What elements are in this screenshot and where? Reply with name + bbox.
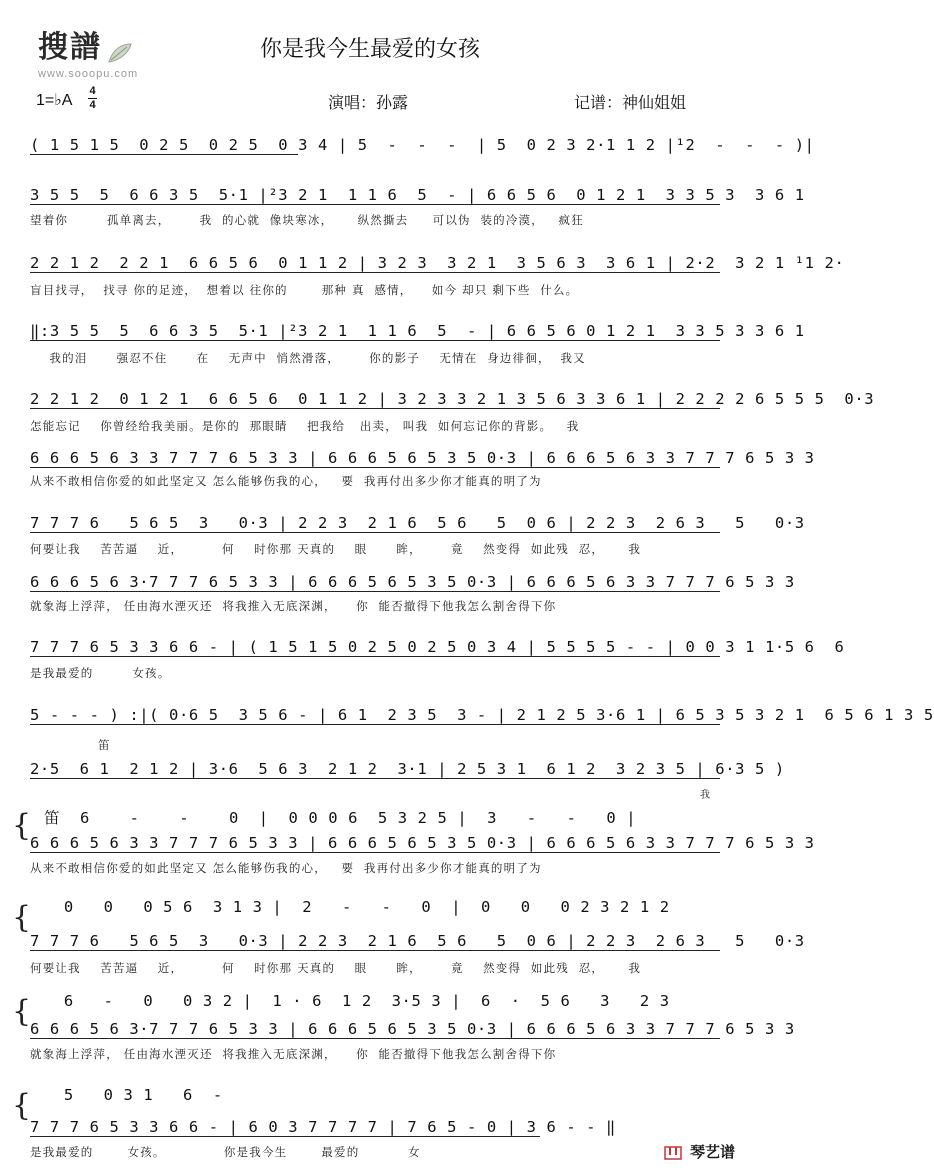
underline <box>30 340 720 341</box>
upper-part-1: 笛 6 - - 0 | 0 0 0 6 5 3 2 5 | 3 - - 0 | <box>44 809 637 827</box>
time-signature <box>88 86 97 111</box>
notes-line-13: 7 7 7 6 5 6 5 3 0·3 | 2 2 3 2 1 6 5 6 5 0 6 | 2 2 3 2 6 3 5 0·3 <box>30 932 805 950</box>
underline <box>30 467 720 468</box>
upper-part-2: 0 0 0 5 6 3 1 3 | 2 - - 0 | 0 0 0 2 3 2 1 2 <box>44 898 670 916</box>
underline <box>30 656 720 657</box>
logo-text: 搜譜 <box>38 30 102 65</box>
underline <box>30 532 720 533</box>
footer-brand <box>664 1141 735 1162</box>
logo-url: www.sooopu.com <box>38 68 139 80</box>
key-signature: 1=♭A <box>36 92 73 109</box>
singer: 演唱：孙露 <box>328 93 409 112</box>
lyric-line-3: 盲目找寻， 找寻 你的足迹， 想着以 往你的 那种 真 感情， 如今 却只 剩下些 什么。 <box>30 283 579 297</box>
upper-part-4: 5 0 3 1 6 - <box>44 1086 223 1104</box>
notes-line-9: 7 7 7 6 5 3 3 6 6 - | ( 1 5 1 5 0 2 5 0 2 5 0 3 4 | 5 5 5 5 - - | 0 0 3 1 1·5 6 6 <box>30 638 845 656</box>
system-brace: { <box>12 1088 32 1123</box>
small-lyric-mark: 我 <box>700 790 710 801</box>
lyric-line-9: 是我最爱的 女孩。 <box>30 666 171 680</box>
upper-part-3: 6 - 0 0 3 2 | 1 · 6 1 2 3·5 3 | 6 · 5 6 3 2 3 <box>44 992 670 1010</box>
time-bottom: 4 <box>89 99 96 111</box>
underline <box>30 408 720 409</box>
lyric-line-8: 就象海上浮萍， 任由海水湮灭还 将我推入无底深渊， 你 能否撤得下他我怎么割舍得下你 <box>30 599 557 613</box>
underline <box>30 1038 720 1039</box>
leaf-icon <box>107 42 133 64</box>
notes-line-15: 7 7 7 6 5 3 3 6 6 - | 6 0 3 7 7 7 7 | 7 6 5 - 0 | 3 6 - - ‖ <box>30 1118 616 1136</box>
system-brace: { <box>12 900 32 935</box>
notes-line-1: ( 1 5 1 5 0 2 5 0 2 5 0 3 4 | 5 - - - | 5 0 2 3 2·1 1 2 |¹2 - - - )| <box>30 136 815 154</box>
lyric-line-10: 笛 <box>30 738 111 752</box>
notes-line-5: 2 2 1 2 0 1 2 1 6 6 5 6 0 1 1 2 | 3 2 3 3 2 1 3 5 6 3 3 6 1 | 2 2 2 2 6 5 5 5 0·3 <box>30 390 875 408</box>
notator: 记谱：神仙姐姐 <box>574 93 687 112</box>
notes-line-6: 6 6 6 5 6 3 3 7 7 7 6 5 3 3 | 6 6 6 5 6 5 3 5 0·3 | 6 6 6 5 6 3 3 7 7 7 6 5 3 3 <box>30 449 815 467</box>
underline <box>30 852 720 853</box>
lyric-line-12: 从来不敢相信你爱的如此坚定又 怎么能够伤我的心， 要 我再付出多少你才能真的明了为 <box>30 861 542 875</box>
lyric-line-15: 是我最爱的 女孩。 你是我今生 最爱的 女 <box>30 1145 421 1159</box>
site-logo <box>38 22 178 80</box>
notes-line-3: 2 2 1 2 2 2 1 6 6 5 6 0 1 1 2 | 3 2 3 3 2 1 3 5 6 3 3 6 1 | 2·2 3 2 1 ¹1 2· <box>30 254 845 272</box>
notes-line-12: 6 6 6 5 6 3 3 7 7 7 6 5 3 3 | 6 6 6 5 6 5 3 5 0·3 | 6 6 6 5 6 3 3 7 7 7 6 5 3 3 <box>30 834 815 852</box>
underline <box>30 591 720 592</box>
underline <box>30 950 720 951</box>
lyric-line-14: 就象海上浮萍， 任由海水湮灭还 将我推入无底深渊， 你 能否撤得下他我怎么割舍得下你 <box>30 1047 557 1061</box>
lyric-line-4: 我的泪 强忍不住 在 无声中 悄然滑落， 你的影子 无情在 身边徘徊， 我又 <box>30 351 586 365</box>
footer-brand-text: 琴艺谱 <box>689 1143 735 1161</box>
lyric-line-5: 怎能忘记 你曾经给我美丽。是你的 那眼睛 把我给 出卖， 叫我 如何忘记你的背影。 我 <box>30 419 580 433</box>
underline <box>30 204 720 205</box>
underline <box>30 1136 540 1137</box>
system-brace: { <box>12 994 32 1029</box>
underline <box>30 154 298 155</box>
lyric-line-7: 何要让我 苦苦逼 近， 何 时你那 天真的 眼 眸， 竟 然变得 如此残 忍， 我 <box>30 542 642 556</box>
notes-line-4: ‖:3 5 5 5 6 6 3 5 5·1 |²3 2 1 1 1 6 5 - | 6 6 5 6 0 1 2 1 3 3 5 3 3 6 1 <box>30 322 805 340</box>
notes-line-8: 6 6 6 5 6 3·7 7 7 6 5 3 3 | 6 6 6 5 6 5 3 5 0·3 | 6 6 6 5 6 3 3 7 7 7 6 5 3 3 <box>30 573 795 591</box>
song-title: 你是我今生最爱的女孩 <box>259 37 480 62</box>
notes-line-7: 7 7 7 6 5 6 5 3 0·3 | 2 2 3 2 1 6 5 6 5 0 6 | 2 2 3 2 6 3 5 0·3 <box>30 514 805 532</box>
system-brace: { <box>12 808 32 843</box>
notes-line-11: 2·5 6 1 2 1 2 | 3·6 5 6 3 2 1 2 3·1 | 2 5 3 1 6 1 2 3 2 3 5 | 6·3 5 ) <box>30 760 785 778</box>
time-top: 4 <box>89 85 96 97</box>
lyric-line-6: 从来不敢相信你爱的如此坚定又 怎么能够伤我的心， 要 我再付出多少你才能真的明了为 <box>30 474 542 488</box>
piano-key-icon <box>664 1145 682 1161</box>
underline <box>30 778 720 779</box>
lyric-line-13: 何要让我 苦苦逼 近， 何 时你那 天真的 眼 眸， 竟 然变得 如此残 忍， 我 <box>30 961 642 975</box>
lyric-line-2: 望着你 孤单离去， 我 的心就 像块寒冰， 纵然撕去 可以伪 装的冷漠， 疯狂 <box>30 213 584 227</box>
notes-line-14: 6 6 6 5 6 3·7 7 7 6 5 3 3 | 6 6 6 5 6 5 3 5 0·3 | 6 6 6 5 6 3 3 7 7 7 6 5 3 3 <box>30 1020 795 1038</box>
underline <box>30 724 720 725</box>
underline <box>30 272 720 273</box>
notes-line-2: 3 5 5 5 6 6 3 5 5·1 |²3 2 1 1 1 6 5 - | 6 6 5 6 0 1 2 1 3 3 5 3 3 6 1 <box>30 186 805 204</box>
notes-line-10: 5 - - - ) :|( 0·6 5 3 5 6 - | 6 1 2 3 5 3 - | 2 1 2 5 3·6 1 | 6 5 3 5 3 2 1 6 5 6 1 3 5 <box>30 706 934 724</box>
